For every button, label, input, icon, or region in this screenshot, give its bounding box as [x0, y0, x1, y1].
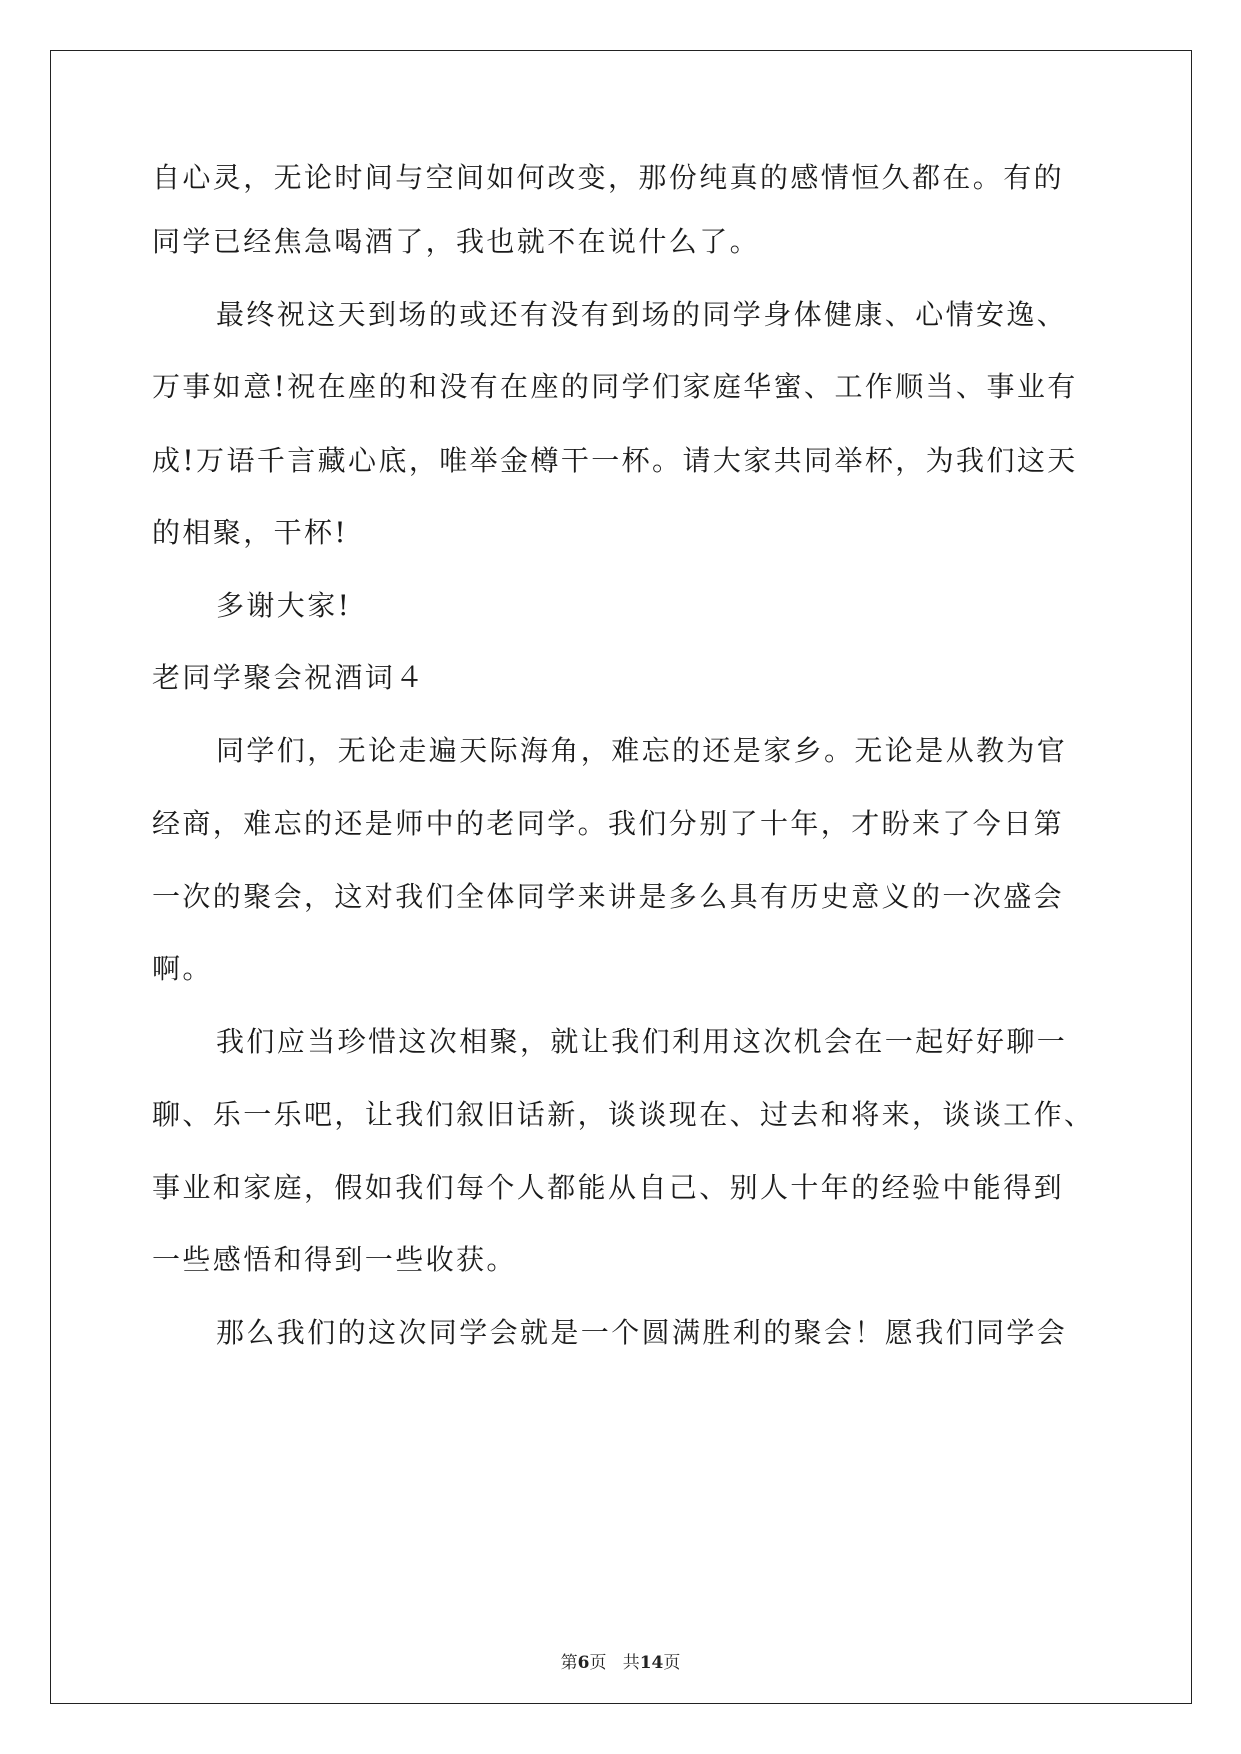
- footer-prefix: 第: [560, 1653, 578, 1673]
- current-page-number: 6: [577, 1653, 590, 1673]
- text-line: 事业和家庭，假如我们每个人都能从自己、别人十年的经验中能得到: [152, 1171, 1065, 1204]
- paragraph-start: 最终祝这天到场的或还有没有到场的同学身体健康、心情安逸、: [216, 298, 1068, 331]
- text-line: 聊、乐一乐吧，让我们叙旧话新，谈谈现在、过去和将来，谈谈工作、: [152, 1098, 1095, 1131]
- text-line: 一些感悟和得到一些收获。: [152, 1243, 517, 1276]
- text-line: 自心灵，无论时间与空间如何改变，那份纯真的感情恒久都在。有的: [152, 161, 1065, 194]
- text-line: 的相聚，干杯!: [152, 516, 349, 549]
- paragraph-start: 同学们，无论走遍天际海角，难忘的还是家乡。无论是从教为官: [216, 734, 1068, 767]
- text-line: 成!万语千言藏心底，唯举金樽干一杯。请大家共同举杯，为我们这天: [152, 444, 1078, 477]
- paragraph-start: 那么我们的这次同学会就是一个圆满胜利的聚会！愿我们同学会: [216, 1316, 1068, 1349]
- text-line: 一次的聚会，这对我们全体同学来讲是多么具有历史意义的一次盛会: [152, 880, 1065, 913]
- text-line: 经商，难忘的还是师中的老同学。我们分别了十年，才盼来了今日第: [152, 807, 1065, 840]
- paragraph-start: 多谢大家!: [216, 589, 352, 622]
- text-line: 万事如意!祝在座的和没有在座的同学们家庭华蜜、工作顺当、事业有: [152, 370, 1078, 403]
- footer-page-suffix: 页: [589, 1653, 607, 1673]
- footer-total-prefix: 共: [622, 1653, 640, 1673]
- total-page-count: 14: [639, 1653, 664, 1673]
- text-line: 啊。: [152, 952, 213, 985]
- text-line: 同学已经焦急喝酒了，我也就不在说什么了。: [152, 225, 761, 258]
- footer-total-suffix: 页: [663, 1653, 681, 1673]
- section-heading: 老同学聚会祝酒词４: [152, 661, 426, 694]
- page-footer: [0, 1648, 1241, 1673]
- paragraph-start: 我们应当珍惜这次相聚，就让我们利用这次机会在一起好好聊一: [216, 1025, 1068, 1058]
